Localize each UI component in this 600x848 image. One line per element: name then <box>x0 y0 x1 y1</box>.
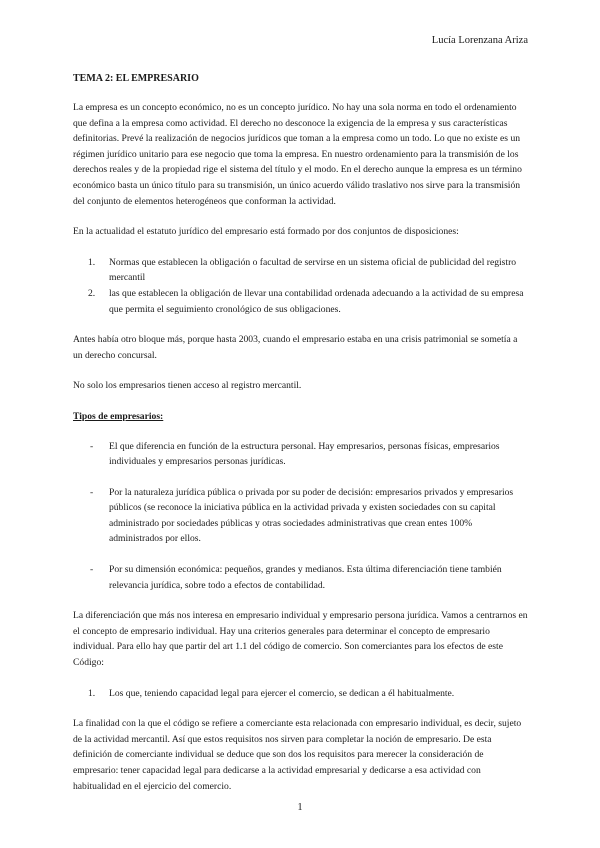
page-title: TEMA 2: EL EMPRESARIO <box>73 73 199 84</box>
list-marker: - <box>90 564 94 576</box>
page-number: 1 <box>297 802 303 813</box>
document-body <box>73 72 528 809</box>
list-item <box>73 255 528 286</box>
intro-paragraph: La empresa es un concepto económico, no es un concepto jurídico. No hay una sola norma en todo el ordenamiento que defina a la empresa como actividad. El derecho no desconoce la exigencia de la empresa y sus características definitorias. Prevé la realización de negocios jurídicos que toman a la empresa como un todo. Lo que no existe es un régimen jurídico unitario para ese negocio que toma la empresa. En nuestro ordenamiento para la transmisión de los derechos reales y de la propiedad rige el sistema del título y el modo. En el derecho aunque la empresa es un término económico basta un único título para su transmisión, un único acuerdo válido traslativo nos sirve para la transmisión del conjunto de elementos heterogéneos que conforman la actividad. <box>73 102 522 207</box>
conclusion-paragraph: La finalidad con la que el código se refiere a comerciante esta relacionada con empresario individual, es decir, sujeto de la actividad mercantil. Así que estos requisitos nos sirven para completar la noción de empresario. De esta definición de comerciante individual se deduce que son dos los requisitos para merecer la consideración de empresario: tener capacidad legal para dedicarse a la actividad empresarial y dedicarse a esa actividad con habitualidad en el ejercicio del comercio. <box>73 718 522 792</box>
list-item-text: Por su dimensión económica: pequeños, grandes y medianos. Esta última diferenciación tiene también relevancia jurídica, sobre todo a efectos de contabilidad. <box>109 564 502 591</box>
list-marker: - <box>90 440 94 452</box>
list-item <box>73 286 528 317</box>
list-marker: - <box>90 486 94 498</box>
list-item-text: las que establecen la obligación de llevar una contabilidad ordenada adecuando a la actividad de su empresa que permita el seguimiento cronológico de sus obligaciones. <box>109 287 524 315</box>
list-item <box>73 439 528 470</box>
list-item <box>73 686 528 702</box>
list-item-text: Normas que establecen la obligación o facultad de servirse en un sistema oficial de publicidad del registro mercantil <box>109 256 517 284</box>
types-list <box>73 439 528 594</box>
registry-paragraph: No solo los empresarios tienen acceso al registro mercantil. <box>73 380 302 392</box>
list-item <box>73 485 528 547</box>
list-marker: 2. <box>88 287 96 299</box>
list-item <box>73 562 528 593</box>
section-heading: Tipos de empresarios: <box>73 410 164 422</box>
code-list <box>73 686 528 702</box>
list-item-text: Los que, teniendo capacidad legal para ejercer el comercio, se dedican a él habitualmente. <box>109 687 455 699</box>
statute-list <box>73 255 528 317</box>
list-marker: 1. <box>88 256 96 268</box>
statute-paragraph: En la actualidad el estatuto jurídico del empresario está formado por dos conjuntos de disposiciones: <box>73 226 459 238</box>
list-item-text: Por la naturaleza jurídica pública o privada por su poder de decisión: empresarios privados y empresarios públicos (se reconoce la iniciativa pública en la actividad privada y existen sociedades con su capital administrado por sociedades públicas y otras sociedades administrativas que crean entes 100% administrados por ellos. <box>109 486 514 545</box>
list-marker: 1. <box>88 687 96 699</box>
author-name: Lucía Lorenzana Ariza <box>431 35 528 46</box>
individual-paragraph: La diferenciación que más nos interesa en empresario individual y empresario persona jurídica. Vamos a centrarnos en el concepto de empresario individual. Hay una criterios generales para determinar el concepto de empresario individual. Para ello hay que partir del art 1.1 del código de comercio. Son comerciantes para los efectos de este Código: <box>73 610 528 669</box>
history-paragraph: Antes había otro bloque más, porque hasta 2003, cuando el empresario estaba en una crisis patrimonial se sometía a un derecho concursal. <box>73 334 518 361</box>
list-item-text: El que diferencia en función de la estructura personal. Hay empresarios, personas físicas, empresarios individuales y empresarios personas jurídicas. <box>109 440 500 468</box>
